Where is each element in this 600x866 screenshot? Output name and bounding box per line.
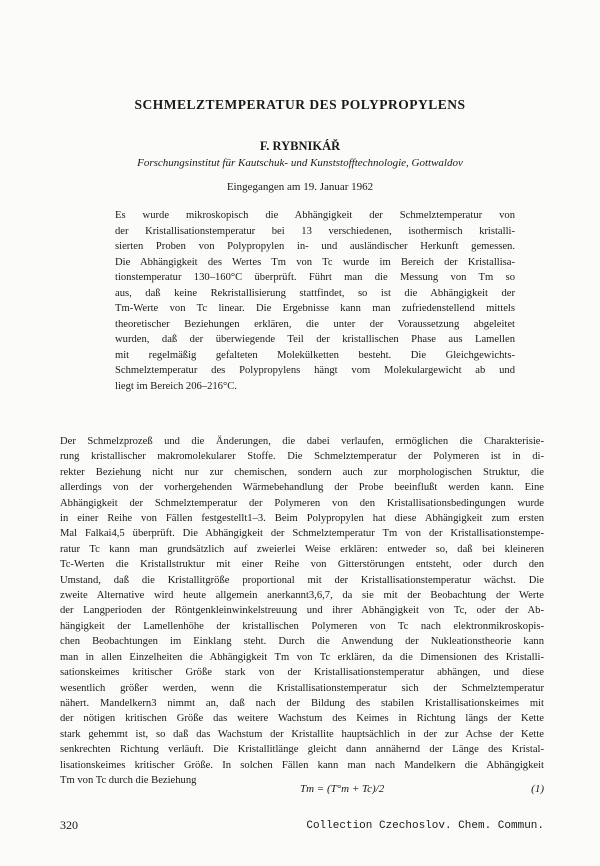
body-line: chen Beobachtungen im Einklang steht. Durch die Anwendung der Nukleationstheorie kann — [60, 636, 544, 648]
body-line: Tc-Werten die Kristallstruktur mit einer Reihe von Gitterstörungen entsteht, oder durch den — [60, 559, 544, 571]
body-line: Umstand, daß die Kristallitgröße proportional mit der Kristallisationstemperatur wächst. Die — [60, 574, 544, 586]
body-line: lisationskeimes kritischer Größe. In solchen Fällen kann man nach Mandelkern die Abhängigkeit — [60, 759, 544, 771]
page-number: 320 — [60, 818, 78, 832]
abstract-line: tionstemperatur 130–160°C überprüft. Führt man die Messung von Tm so — [115, 272, 515, 283]
body-line: zweite Alternative wird heute allgemein anerkannt3,6,7, da sie mit der Beobachtung der Werte — [60, 590, 544, 602]
abstract-line: Die Abhängigkeit des Wertes Tm von Tc wurde im Bereich der Kristallisa- — [115, 256, 515, 268]
abstract — [115, 208, 515, 394]
body-line: rekter Beziehung nicht nur zur chemischen, sondern auch zur morphologischen Struktur, die — [60, 466, 544, 478]
abstract-line: aus, daß keine Rekristallisierung stattfindet, so ist die Abhängigkeit der — [115, 287, 515, 299]
body-line: man in allen Einzelheiten die Abhängigkeit Tm von Tc erklären, da die Dimensionen des Kristalli- — [60, 651, 544, 663]
abstract-line: der Kristallisationstemperatur bei 13 verschiedenen, isothermisch kristalli- — [115, 225, 515, 237]
equation-number: (1) — [531, 783, 544, 795]
abstract-line: mit regelmäßig gefalteten Molekülketten besteht. Die Gleichgewichts- — [115, 349, 515, 361]
body-line: sationskeimes kritischer Größe stark von der Kristallisationstemperatur abhängen, und diese — [60, 667, 544, 679]
equation-expression: Tm = (T°m + Tc)/2 — [300, 783, 385, 795]
abstract-line: theoretischer Beziehungen erklären, die unter der Voraussetzung abgeleitet — [115, 318, 515, 330]
author-name: F. RYBNIKÁŘ — [259, 139, 341, 153]
body-paragraph — [60, 434, 544, 788]
abstract-line: liegt im Bereich 206–216°C. — [115, 380, 237, 392]
body-line: Abhängigkeit der Schmelztemperatur der Polymeren von den Kristallisationsbedingungen wurde — [60, 497, 544, 509]
received-date: Eingegangen am 19. Januar 1962 — [226, 181, 374, 193]
abstract-line: sierten Proben von Polypropylen in- und ausländischer Herkunft gemessen. — [115, 241, 515, 252]
body-line: Der Schmelzprozeß und die Änderungen, die dabei verlaufen, ermöglichen die Charakterisie- — [60, 436, 544, 447]
journal-name: Collection Czechoslov. Chem. Commun. — [306, 820, 544, 832]
body-line: der nötigen kritischen Größe das weitere Wachstum des Keimes in Richtung längs der Kette — [60, 713, 544, 725]
abstract-line: Schmelztemperatur des Polypropylens hängt vom Molekulargewicht ab und — [115, 365, 515, 376]
body-line: wesentlich größer werden, wenn die Kristallisationstemperatur sich der Schmelztemperatur — [60, 682, 544, 694]
paper-title: SCHMELZTEMPERATUR DES POLYPROPYLENS — [134, 97, 466, 112]
body-line: ratur Tc kann man grundsätzlich auf zweierlei Weise erklären: entweder so, daß bei kleineren — [60, 543, 544, 555]
body-line: stark gehemmt ist, so daß das Wachstum der Kristallite hauptsächlich in der zur Achse der Kette — [60, 728, 544, 740]
body-line: senkrechten Richtung verläuft. Die Kristallitlänge gleicht dann annähernd der Länge des Kristal- — [60, 744, 544, 756]
abstract-line: Tm-Werte von Tc linear. Die Ergebnisse kann man zufriedenstellend mittels — [115, 303, 515, 314]
author-affiliation: Forschungsinstitut für Kautschuk- und Kunststofftechnologie, Gottwaldov — [137, 157, 463, 169]
abstract-line: wurden, daß der überwiegende Teil der kristallischen Phase aus Lamellen — [115, 334, 515, 345]
body-line: der Langperioden der Röntgenkleinwinkelstreuung und ihrer Abhängigkeit von Tc, oder der Ab- — [60, 605, 544, 617]
body-line: Mal Falkai4,5 überprüft. Die Abhängigkeit der Schmelztemperatur Tm von der Kristallisationstempe- — [60, 528, 544, 540]
abstract-line: Es wurde mikroskopisch die Abhängigkeit der Schmelztemperatur von — [115, 210, 515, 221]
body-line: in einer Reihe von Fällen festgestellt1–3. Beim Polypropylen hat diese Abhängigkeit zum ersten — [60, 513, 544, 525]
body-line: rung kristallischer makromolekularer Stoffe. Die Schmelztemperatur der Polymeren ist in di- — [60, 451, 544, 463]
body-line: nähert. Mandelkern3 nimmt an, daß nach der Bildung des stabilen Kristallisationskeimes mit — [60, 697, 544, 709]
body-line: allerdings von der vorhergehenden Wärmebehandlung der Probe beeinflußt werden kann. Eine — [60, 482, 544, 494]
body-line: Tm von Tc durch die Beziehung — [60, 774, 197, 786]
body-line: hängigkeit der Lamellenhöhe der kristallischen Polymeren von Tc nach elektronmikroskopis- — [60, 620, 544, 632]
